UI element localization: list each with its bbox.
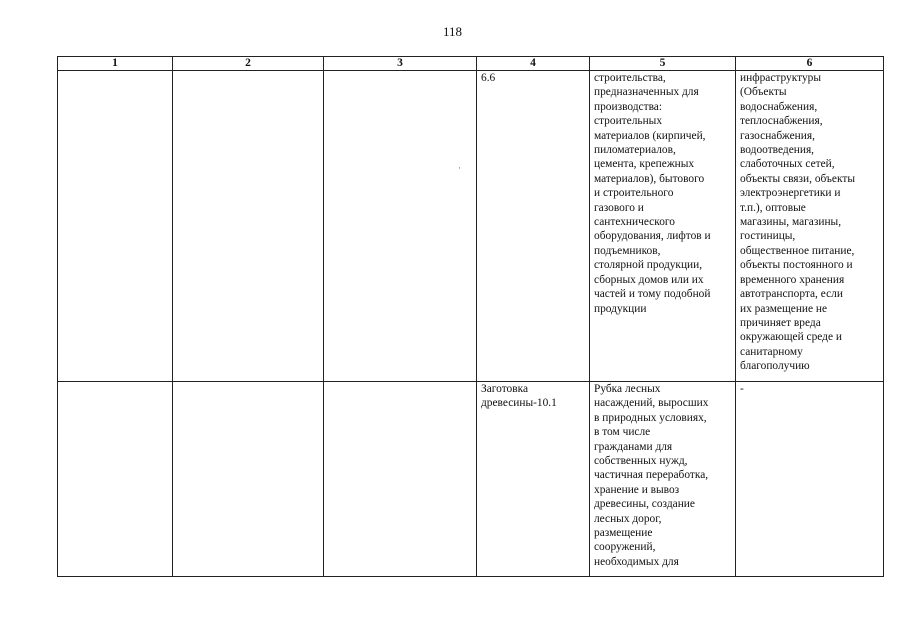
column-header-2: 2 xyxy=(173,57,324,71)
document-table xyxy=(57,56,884,577)
table-cell-col3 xyxy=(324,382,477,577)
page-number: 118 xyxy=(442,24,463,39)
scan-dot-mark: · xyxy=(458,163,461,173)
table-cell-permitted-objects: инфраструктуры (Объекты водоснабжения, теплоснабжения, газоснабжения, водоотведения, слаботочных сетей, объекты связи, объекты электроэнергетики и т.п.), оптовые магазины, магазины, гостиницы, общественное питание, объекты постоянного и временного хранения автотранспорта, если их размещение не причиняет вреда окружающей среде и санитарному благополучию xyxy=(736,71,884,382)
column-header-4: 4 xyxy=(477,57,590,71)
table-cell-code: Заготовка древесины-10.1 xyxy=(477,382,590,577)
table-cell-description: Рубка лесных насаждений, выросших в природных условиях, в том числе гражданами для собственных нужд, частичная переработка, хранение и вывоз древесины, создание лесных дорог, размещение сооружений, необходимых для xyxy=(590,382,736,577)
table-cell-col1 xyxy=(58,382,173,577)
table-cell-col1 xyxy=(58,71,173,382)
table-cell-col2 xyxy=(173,71,324,382)
column-header-1: 1 xyxy=(58,57,173,71)
table-cell-col3 xyxy=(324,71,477,382)
column-header-3: 3 xyxy=(324,57,477,71)
column-header-6: 6 xyxy=(736,57,884,71)
table-cell-col2 xyxy=(173,382,324,577)
table-cell-permitted-objects: - xyxy=(736,382,884,577)
table-cell-description: строительства, предназначенных для производства: строительных материалов (кирпичей, пиломатериалов, цемента, крепежных материалов), бытового и строительного газового и сантехнического оборудования, лифтов и подъемников, столярной продукции, сборных домов или их частей и тому подобной продукции xyxy=(590,71,736,382)
table-row xyxy=(58,71,884,382)
column-header-5: 5 xyxy=(590,57,736,71)
table-cell-code: 6.6 xyxy=(477,71,590,382)
table-row xyxy=(58,382,884,577)
table-header-row xyxy=(58,57,884,71)
